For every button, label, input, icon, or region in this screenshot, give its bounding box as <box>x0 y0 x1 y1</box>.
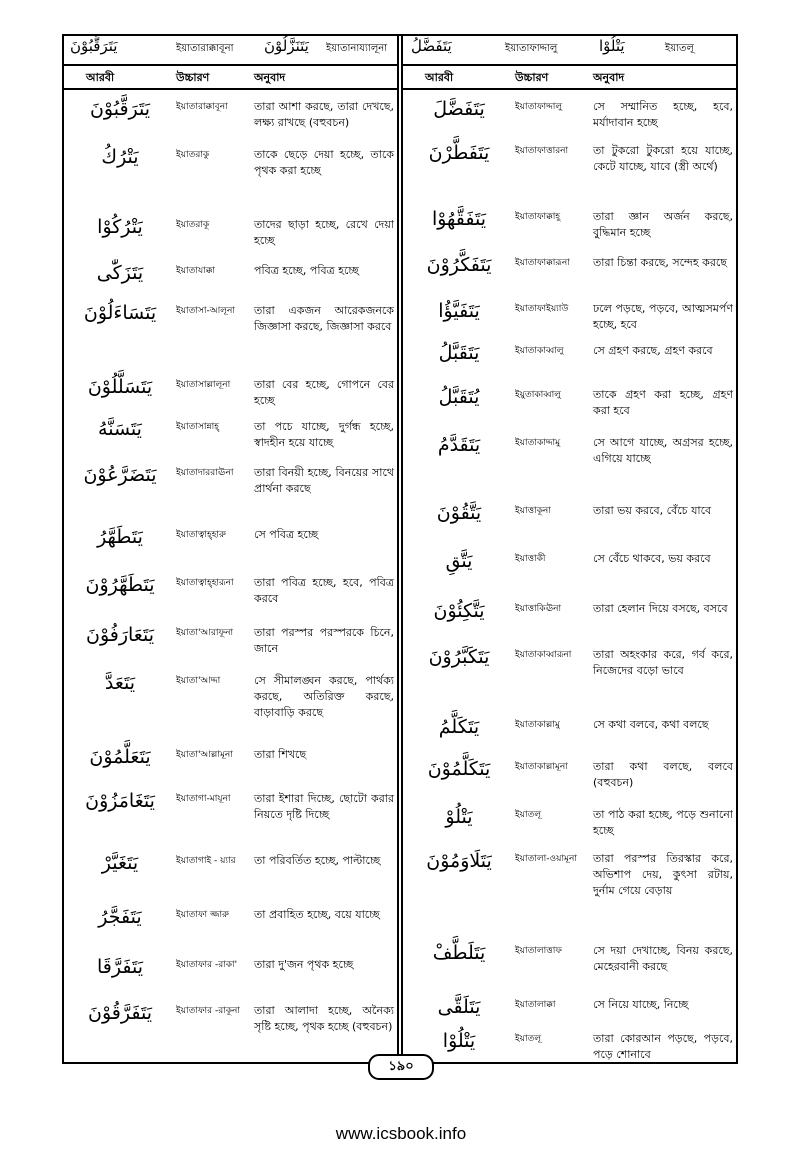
left-header-row <box>64 66 397 90</box>
pronunciation: ইয়াতাফাক্কারূনা <box>515 258 570 268</box>
top-pron-4: ইয়াতলূ <box>665 43 694 54</box>
pronunciation: ইয়াতাফার -রাকা' <box>176 960 238 970</box>
meaning: তা পচে যাচ্ছে, দুর্গন্ধ হচ্ছে, স্বাদহীন হয়ে যাচ্ছে <box>254 420 394 449</box>
top-pron-1: ইয়াতারাক্কাবূনা <box>176 43 234 54</box>
pronunciation: ইয়াতাকাব্বালু <box>515 346 564 356</box>
header-pronunciation: উচ্চারণ <box>515 71 549 84</box>
arabic-word: يُتَقَبَّلُ <box>438 386 480 408</box>
top-pron-2: ইয়াতানায্যালূনা <box>326 43 388 54</box>
arabic-word: يَتْلُوْا <box>442 1030 476 1052</box>
arabic-word: يَتْرُكُوْا <box>97 216 143 238</box>
arabic-word: يَتَعَلَّمُوْنَ <box>89 746 151 768</box>
top-arabic-1: يَتَرَقَّبُوْنَ <box>70 37 118 55</box>
meaning: তারা পরস্পর পরস্পরকে চিনে, জানে <box>254 626 394 655</box>
page-number: ১৯০ <box>368 1054 434 1080</box>
pronunciation: ইয়াতলূ <box>515 810 542 820</box>
meaning: তারা ভয় করবে, বেঁচে যাবে <box>593 504 712 517</box>
arabic-word: يَتْرُكُ <box>101 146 139 168</box>
footer-url: www.icsbook.info <box>335 1124 467 1143</box>
arabic-word: يَتَّقُوْنَ <box>436 502 482 524</box>
arabic-word: يَتَّكِئُوْنَ <box>433 600 485 622</box>
arabic-word: يَتَعَارَفُوْنَ <box>85 624 154 646</box>
left-column <box>64 36 397 1062</box>
pronunciation: ইয়াতালা-ওয়ামূনা <box>515 854 578 864</box>
meaning: তারা বিনয়ী হচ্ছে, বিনয়ের সাথে প্রার্থনা করছে <box>254 466 394 495</box>
meaning: তাকে ছেড়ে দেয়া হচ্ছে, তাকে পৃথক করা হচ্ছে <box>254 148 394 177</box>
arabic-word: يَتَفَقَّهُوْا <box>431 208 487 230</box>
pronunciation: ইয়াতাকাদ্দামু <box>515 438 561 448</box>
pronunciation: ইয়াতাফাইয়্যাউ <box>515 304 569 314</box>
pronunciation: ইয়াতাত্বাহ্হারূনা <box>176 578 234 588</box>
pronunciation: ইয়াতাফাক্কাহূ <box>515 212 561 222</box>
pronunciation: ইয়াতাসা-আলূনা <box>176 306 235 316</box>
arabic-word: يَتَفَجَّرُ <box>98 906 142 928</box>
meaning: তারা জ্ঞান অর্জন করছে, বুদ্ধিমান হচ্ছে <box>593 210 733 239</box>
arabic-word: يَتَعَدَّ <box>104 672 136 694</box>
meaning: তারা পরস্পর তিরস্কার করে, অভিশাপ দেয়, কুৎসা রটায়, দুর্নাম গেয়ে বেড়ায় <box>593 852 733 897</box>
arabic-word: يَتَطَهَّرُ <box>97 526 143 548</box>
pronunciation: ইয়াতাসাল্লালূনা <box>176 380 231 390</box>
header-arabic: আরবী <box>425 71 454 84</box>
pronunciation: ইয়াতাযাক্কা <box>176 266 215 276</box>
meaning: তারা একজন আরেকজনকে জিজ্ঞাসা করছে, জিজ্ঞাসা করবে <box>254 304 394 333</box>
meaning: তারা ইশারা দিচ্ছে, ছোটো করার নিয়তে দৃষ্টি দিচ্ছে <box>254 792 394 821</box>
meaning: তারা আলাদা হচ্ছে, অনৈক্য সৃষ্টি হচ্ছে, পৃথক হচ্ছে (বহুবচন) <box>254 1004 394 1033</box>
top-pron-3: ইয়াতাফাদ্দালু <box>505 43 558 54</box>
top-arabic-2: يَتَنَزَّلُوْنَ <box>264 37 309 55</box>
pronunciation: ইয়াতরাকু <box>176 150 210 160</box>
pronunciation: ইয়াতাত্বাহ্হারু <box>176 530 226 540</box>
pronunciation: ইয়াতলূ <box>515 1034 542 1044</box>
meaning: তারা কোরআন পড়ছে, পড়বে, পড়ে শোনাবে <box>593 1032 733 1061</box>
meaning: সে বেঁচে থাকবে, ভয় করবে <box>593 552 711 565</box>
arabic-word: يَتَلَقَّى <box>437 996 481 1018</box>
header-meaning: অনুবাদ <box>593 71 625 84</box>
pronunciation: ইয়াতাগা-মাযূনা <box>176 794 231 804</box>
meaning: পবিত্র হচ্ছে, পবিত্র হচ্ছে <box>254 264 359 277</box>
pronunciation: ইয়াতাকাব্বারূনা <box>515 650 572 660</box>
meaning: তারা আশা করছে, তারা দেখছে, লক্ষ্য রাখছে (বহুবচন) <box>254 100 394 129</box>
pronunciation: ইয়াতা'আল্লামূনা <box>176 750 233 760</box>
arabic-word: يَتَلَاوَمُوْنَ <box>426 850 492 872</box>
pronunciation: ইয়াতা'আদ্দা <box>176 676 221 686</box>
arabic-word: يَتَغَيَّرْ <box>101 852 139 874</box>
header-meaning: অনুবাদ <box>254 71 286 84</box>
arabic-word: يَتَقَبَّلُ <box>438 342 480 364</box>
arabic-word: يَتَفَرَّقَا <box>97 956 143 978</box>
arabic-word: يَتَكَبَّرُوْنَ <box>428 646 490 668</box>
pronunciation: ইয়াতাদাররাঊনা <box>176 468 234 478</box>
arabic-word: يَتَرَقَّبُوْنَ <box>89 98 151 120</box>
arabic-word: يَتَكَلَّمُ <box>438 716 480 738</box>
top-arabic-3: يَتَفَضَّلُ <box>411 37 452 55</box>
pronunciation: ইয়াতালাক্কা <box>515 1000 556 1010</box>
meaning: তাদের ছাড়া হচ্ছে, রেখে দেয়া হচ্ছে <box>254 218 394 247</box>
pronunciation: ইয়াতাগাই - য়্যার <box>176 856 236 866</box>
meaning: ঢলে পড়ছে, পড়বে, আত্মসমর্পণ হচ্ছে, হবে <box>593 302 733 331</box>
meaning: সে সীমালঙ্ঘন করছে, পার্থক্য করছে, অতিরিক্ত করছে, বাড়াবাড়ি করছে <box>254 674 394 719</box>
pronunciation: ইয়াতাফাত্তারনা <box>515 146 569 156</box>
arabic-word: يَتَّقِ <box>445 550 473 572</box>
arabic-word: يَتَقَدَّمُ <box>437 434 481 456</box>
pronunciation: ইয়াত্তাকূনা <box>515 506 551 516</box>
arabic-word: يَتَزَكّٰى <box>96 262 144 284</box>
top-arabic-4: يَتْلُوْا <box>599 37 625 55</box>
left-top-strip <box>64 36 397 66</box>
meaning: তা পাঠ করা হচ্ছে, পড়ে শুনানো হচ্ছে <box>593 808 733 837</box>
pronunciation: ইয়াতাকাল্লামূনা <box>515 762 568 772</box>
arabic-word: يَتَلَطَّفْ <box>432 942 486 964</box>
right-header-row <box>403 66 738 90</box>
pronunciation: ইয়াতাফাদ্দালু <box>515 102 563 112</box>
arabic-word: يَتْلُوْ <box>445 806 473 828</box>
meaning: তাকে গ্রহণ করা হচ্ছে, গ্রহণ করা হবে <box>593 388 733 417</box>
meaning: সে কথা বলবে, কথা বলছে <box>593 718 709 731</box>
right-column <box>403 36 738 1062</box>
pronunciation: ইয়াতাসান্নাহ্ <box>176 422 219 432</box>
pronunciation: ইয়াতাফা জ্জারু <box>176 910 229 920</box>
meaning: সে আগে যাচ্ছে, অগ্রসর হচ্ছে, এগিয়ে যাচ্ছে <box>593 436 733 465</box>
meaning: সে সম্মানিত হচ্ছে, হবে, মর্যাদাবান হচ্ছে <box>593 100 733 129</box>
meaning: তারা হেলান দিয়ে বসছে, বসবে <box>593 602 728 615</box>
meaning: তা টুকরো টুকরো হয়ে যাচ্ছে, কেটে যাচ্ছে, যাবে (স্ত্রী অর্থে) <box>593 144 733 173</box>
arabic-word: يَتَفَيَّؤُا <box>438 300 480 322</box>
meaning: সে পবিত্র হচ্ছে <box>254 528 319 541</box>
arabic-word: يَتَسَاءَلُوْنَ <box>83 302 157 324</box>
pronunciation: ইয়াতা'আরাফূনা <box>176 628 234 638</box>
pronunciation: ইয়াতাফার -রাকূনা <box>176 1006 241 1016</box>
meaning: সে নিয়ে যাচ্ছে, নিচ্ছে <box>593 998 689 1011</box>
header-pronunciation: উচ্চারণ <box>176 71 210 84</box>
meaning: তারা অহংকার করে, গর্ব করে, নিজেদের বড়ো ভাবে <box>593 648 733 677</box>
pronunciation: ইয়াত্তাকিঊনা <box>515 604 562 614</box>
arabic-word: يَتَفَكَّرُوْنَ <box>426 254 492 276</box>
pronunciation: ইয়াতালাত্তাফ <box>515 946 562 956</box>
arabic-word: يَتَكَلَّمُوْنَ <box>427 758 491 780</box>
meaning: তা প্রবাহিত হচ্ছে, বয়ে যাচ্ছে <box>254 908 380 921</box>
meaning: তারা কথা বলছে, বলবে (বহুবচন) <box>593 760 733 789</box>
meaning: তা পরিবর্তিত হচ্ছে, পাল্টাচ্ছে <box>254 854 381 867</box>
meaning: তারা শিখছে <box>254 748 307 761</box>
dictionary-page <box>62 34 738 1064</box>
meaning: সে গ্রহণ করছে, গ্রহণ করবে <box>593 344 713 357</box>
arabic-word: يَتَفَضَّلَ <box>433 98 485 120</box>
arabic-word: يَتَفَطَّرْنَ <box>428 142 490 164</box>
arabic-word: يَتَطَهَّرُوْنَ <box>85 574 155 596</box>
meaning: সে দয়া দেখাচ্ছে, বিনয় করছে, মেহেরবানী করছে <box>593 944 733 973</box>
pronunciation: ইয়াতাকাল্লামু <box>515 720 560 730</box>
arabic-word: يَتَسَلَّلُوْنَ <box>87 376 153 398</box>
right-top-strip <box>403 36 738 66</box>
arabic-word: يَتَفَرَّقُوْنَ <box>88 1002 152 1024</box>
meaning: তারা বের হচ্ছে, গোপনে বের হচ্ছে <box>254 378 394 407</box>
arabic-word: يَتَغَامَزُوْنَ <box>85 790 155 812</box>
pronunciation: ইয়াত্তাকী <box>515 554 546 564</box>
meaning: তারা পবিত্র হচ্ছে, হবে, পবিত্র করবে <box>254 576 394 605</box>
header-arabic: আরবী <box>86 71 115 84</box>
arabic-word: يَتَضَرَّعُوْنَ <box>83 464 157 486</box>
arabic-word: يَتَسَنَّهُ <box>98 418 142 440</box>
pronunciation: ইয়াতরাকূ <box>176 220 210 230</box>
pronunciation: ইয়াতারাক্কাবূনা <box>176 102 228 112</box>
meaning: তারা চিন্তা করছে, সন্দেহ করছে <box>593 256 727 269</box>
pronunciation: ইয়ুতাকাব্বালু <box>515 390 561 400</box>
meaning: তারা দু'জন পৃথক হচ্ছে <box>254 958 354 971</box>
